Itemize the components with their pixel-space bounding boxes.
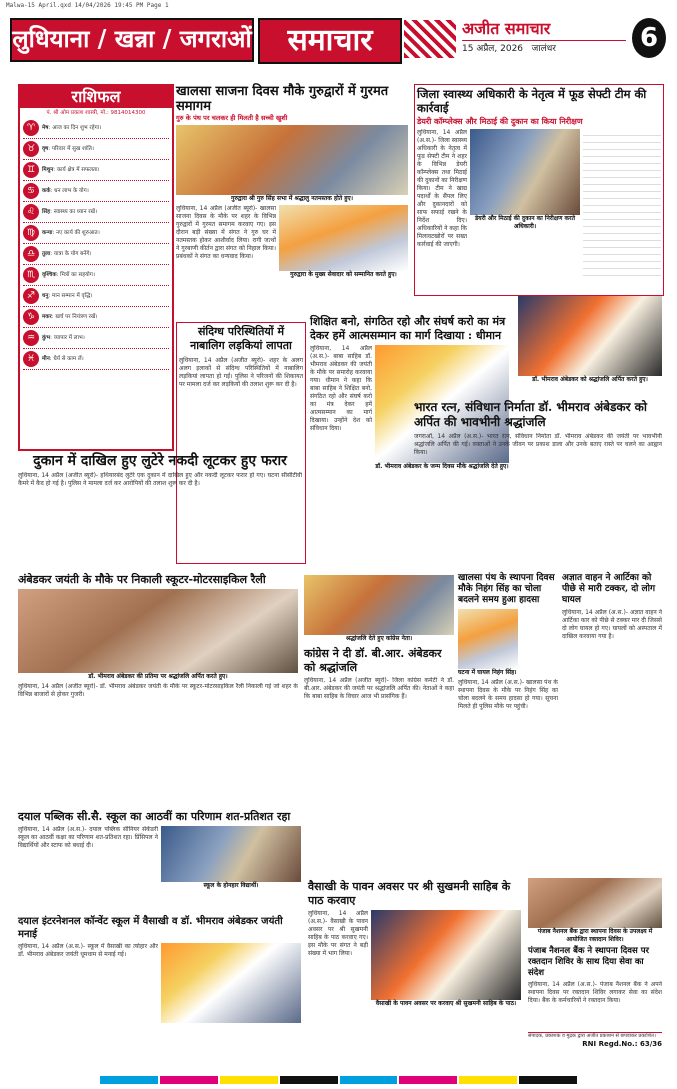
horoscope-sign-text: परिवार में सुख शांति। [51,145,94,152]
khalsa-panth-article [458,573,558,873]
tribute-caption: डॉ. भीमराव अंबेडकर को श्रद्धांजलि अर्पित करते हुए। [518,376,662,384]
horoscope-sign-name: मेष [42,124,49,131]
loot-body: लुधियाना, 14 अप्रैल (अजीत ब्यूरो)- हथियारबंद लुटेरे एक दुकान में दाखिल हुए और नकदी लूटकर फरार हो गए। घटना सीसीटीवी कैमरे में कैद हो गई है। पुलिस ने मामला दर्ज कर आरोपियों की तलाश शुरू कर दी है। [18,472,302,487]
horoscope-sign-text: स्वास्थ्य का ध्यान रखें। [53,208,98,215]
tribute-body: जगराओं, 14 अप्रैल (अ.स.)- भारत रत्न, संविधान निर्माता डॉ. भीमराव अंबेडकर की जयंती पर भावभीनी श्रद्धांजलि अर्पित की गई। वक्ताओं ने उनके जीवन पर प्रकाश डाला और उनके बताए रास्ते पर चलने का आह्वान किया। [414,433,662,456]
food-caption: डेयरी और मिठाई की दुकान का निरीक्षण करते अधिकारी। [470,215,580,231]
horoscope-text-1: वृष: परिवार में सुख शांति। [42,145,94,152]
libra-icon: ♎ [23,246,39,262]
zodiac-list [20,118,172,370]
food-headline: जिला स्वास्थ्य अधिकारी के नेतृत्व में फूड सेफ्टी टीम की कार्रवाई [417,87,647,115]
leo-icon: ♌ [23,204,39,220]
dhiman-caption: डॉ. भीमराव अंबेडकर के जन्म दिवस मौके श्रद्धांजलि देते हुए। [375,463,509,470]
khalsa-body: लुधियाना, 14 अप्रैल (अजीत ब्यूरो)- खालसा साजना दिवस के मौके पर शहर के विभिन्न गुरुद्वारों में गुरमत समागम करवाए गए। इस दौरान बड़ी संख्या में संगत ने गुरु घर में नतमस्तक होकर आशीर्वाद लिया। रागी जत्थों ने गुरबाणी कीर्तन द्वारा संगत को निहाल किया। प्रबंधकों ने संगत का धन्यवाद किया। [176,205,276,260]
rally-photo [18,589,298,673]
masthead-center-title: समाचार [258,18,402,64]
horoscope-text-9: मकर: खर्च पर नियंत्रण रखें। [42,313,98,320]
congress-headline: कांग्रेस ने दी डॉ. बी.आर. अंबेडकर को श्रद्धांजलि [304,647,442,674]
horoscope-sign-name: कर्क [42,187,51,194]
girls-headline: संदिग्ध परिस्थितियों में नाबालिग लड़कियां लापता [190,325,292,352]
dayal-photo [161,826,301,882]
dhiman-headline: शिक्षित बनो, संगठित रहो और संघर्ष करो का मंत्र देकर हमें आत्मसम्मान का मार्ग दिखाया : धीमान [310,315,506,342]
aries-icon: ♈ [23,120,39,136]
scorpio-icon: ♏ [23,267,39,283]
dayal-headline: दयाल पब्लिक सी.सै. स्कूल का आठवीं का परिणाम शत-प्रतिशत रहा [18,810,291,823]
congress-photo [304,575,454,635]
issue-city: जालंधर [531,44,556,54]
sukhmani-article [308,880,524,1065]
horoscope-sign-name: मकर [42,313,52,320]
capricorn-icon: ♑ [23,309,39,325]
horoscope-box [18,84,174,451]
rally-headline: अंबेडकर जयंती के मौके पर निकाली स्कूटर-मोटरसाइकिल रैली [18,573,266,586]
tribute-article [518,296,662,391]
food-subhead: डेयरी कॉम्प्लेक्स और मिठाई की दुकान का किया निरीक्षण [417,117,583,126]
khalsa-caption: गुरुद्वारा श्री गुरु सिंह सभा में श्रद्धालु नतमस्तक होते हुए। [176,195,408,203]
brand-name: अजीत समाचार [462,19,551,38]
horoscope-title: राशिफल [20,86,172,108]
dayal-article [18,810,303,910]
dhiman-body: लुधियाना, 14 अप्रैल (अ.स.)- बाबा साहिब डॉ. भीमराव अंबेडकर की जयंती के मौके पर समारोह करवाया गया। धीमान ने कहा कि बाबा साहिब ने शिक्षित बनो, संगठित रहो और संघर्ष करो का मंत्र देकर हमें आत्मसम्मान का मार्ग दिखाया। उन्होंने देश को संविधान दिया। [310,345,372,432]
horoscope-text-0: मेष: आज का दिन शुभ रहेगा। [42,124,102,131]
rally-body: लुधियाना, 14 अप्रैल (अजीत ब्यूरो)- डॉ. भीमराव अंबेडकर जयंती के मौके पर स्कूटर-मोटरसाइकिल रैली निकाली गई जो शहर के विभिन्न बाजारों से होकर गुजरी। [18,683,298,698]
horoscope-text-11: मीन: धैर्य से काम लें। [42,355,84,362]
horoscope-text-8: धनु: मान सम्मान में वृद्धि। [42,292,93,299]
convent-body: लुधियाना, 14 अप्रैल (अ.स.)- स्कूल में वैसाखी का त्योहार और डॉ. भीमराव अंबेडकर जयंती धूमधाम से मनाई गई। [18,943,158,958]
khalsa-panth-body: लुधियाना, 14 अप्रैल (अ.स.)- खालसा पंथ के स्थापना दिवस के मौके पर निहंग सिंह का चोला बदलने के समय हादसा हो गया। सूचना मिलते ही पुलिस मौके पर पहुंची। [458,679,558,710]
footer [528,1032,662,1067]
horoscope-text-10: कुंभ: व्यापार में लाभ। [42,334,85,341]
dateline [462,40,626,57]
horoscope-sign-name: मिथुन [42,166,54,173]
horoscope-text-5: कन्या: नए कार्य की शुरुआत। [42,229,100,236]
khalsa-headline: खालसा साजना दिवस मौके गुरुद्वारों में गुरमत समागम [176,84,389,114]
horoscope-sign-text: व्यापार में लाभ। [53,334,85,341]
horoscope-sign-text: नए कार्य की शुरुआत। [56,229,100,236]
horoscope-sign-name: तुला [42,250,51,257]
horoscope-text-4: सिंह: स्वास्थ्य का ध्यान रखें। [42,208,98,215]
congress-caption: श्रद्धांजलि देते हुए कांग्रेस नेता। [304,635,454,643]
sukhmani-body: लुधियाना, 14 अप्रैल (अ.स.)- वैसाखी के पावन अवसर पर श्री सुखमनी साहिब के पाठ करवाए गए। इस मौके पर संगत ने बड़ी संख्या में भाग लिया। [308,910,368,957]
footer-imprint: संपादक, प्रकाशक व मुद्रक द्वारा अजीत प्रकाशन से छपवाकर प्रकाशित। [528,1033,656,1039]
taurus-icon: ♉ [23,141,39,157]
horoscope-sign-text: यात्रा के योग बनेंगे। [53,250,92,257]
congress-article [304,575,454,805]
khalsa-subhead: गुरु के पंथ पर चलकर ही मिलती है सच्ची खुशी [176,114,288,122]
convent-photo [161,943,301,1023]
horoscope-text-6: तुला: यात्रा के योग बनेंगे। [42,250,92,257]
horoscope-sign-name: वृश्चिक [42,271,57,278]
horoscope-sign-name: कन्या [42,229,53,236]
cancer-icon: ♋ [23,183,39,199]
horoscope-sign-text: मित्रों का सहयोग। [60,271,95,278]
horoscope-row-7 [23,265,169,286]
issue-date: 15 अप्रैल, 2026 [462,44,524,54]
horoscope-row-8 [23,286,169,307]
horoscope-row-9 [23,307,169,328]
accident-article [562,573,662,873]
convent-headline: दयाल इंटरनेशनल कॉन्वेंट स्कूल में वैसाखी व डॉ. भीमराव अंबेडकर जयंती मनाई [18,916,283,940]
tribute-headline: भारत रत्न, संविधान निर्माता डॉ. भीमराव अंबेडकर को अर्पित की भावभीनी श्रद्धांजलि [414,400,648,429]
dayal-caption: स्कूल के होनहार विद्यार्थी। [161,882,301,890]
horoscope-sign-name: सिंह [42,208,51,215]
horoscope-row-1 [23,139,169,160]
pnb-headline: पंजाब नैशनल बैंक ने स्थापना दिवस पर रक्तदान शिविर के साथ दिया सेवा का संदेश [528,946,650,978]
horoscope-sign-text: धैर्य से काम लें। [53,355,84,362]
pnb-photo [528,878,662,928]
loot-article [18,452,302,572]
rally-caption: डॉ. भीमराव अंबेडकर की प्रतिमा पर श्रद्धांजलि अर्पित करते हुए। [18,673,298,681]
horoscope-sign-name: वृष [42,145,49,152]
gemini-icon: ♊ [23,162,39,178]
horoscope-sign-text: कार्य क्षेत्र में सफलता। [56,166,100,173]
khalsa-photo-2 [279,205,408,271]
food-body-cont [583,129,661,279]
virgo-icon: ♍ [23,225,39,241]
khalsa-photo [176,125,408,195]
horoscope-row-10 [23,328,169,349]
rally-article [18,573,298,803]
food-photo [470,129,580,215]
dayal-body: लुधियाना, 14 अप्रैल (अ.स.)- दयाल पब्लिक सीनियर सेकेंडरी स्कूल का आठवीं कक्षा का परिणाम शत-प्रतिशत रहा। प्रिंसिपल ने विद्यार्थियों और स्टाफ को बधाई दी। [18,826,158,849]
horoscope-sign-text: खर्च पर नियंत्रण रखें। [55,313,98,320]
horoscope-row-2 [23,160,169,181]
sukhmani-photo [371,910,521,1000]
food-safety-article [414,84,664,296]
masthead [10,18,666,62]
tribute-photo [518,296,662,376]
sagittarius-icon: ♐ [23,288,39,304]
sukhmani-caption: वैसाखी के पावन अवसर पर करवाए श्री सुखमनी साहिब के पाठ। [371,1000,521,1008]
pnb-article [528,878,662,1028]
print-registration-bar [100,1076,577,1084]
horoscope-sign-name: कुंभ [42,334,51,341]
horoscope-text-3: कर्क: धन लाभ के योग। [42,187,89,194]
khalsa-panth-photo [458,609,518,669]
accident-headline: अज्ञात वाहन ने आर्टिका को पीछे से मारी टक्कर, दो लोग घायल [562,573,656,605]
horoscope-sign-text: आज का दिन शुभ रहेगा। [52,124,102,131]
khalsa-caption-2: गुरुद्वारा के मुख्य सेवादार को सम्मानित करते हुए। [279,271,408,279]
pnb-body: लुधियाना, 14 अप्रैल (अ.स.)- पंजाब नैशनल बैंक ने अपने स्थापना दिवस पर रक्तदान शिविर लगाकर सेवा का संदेश दिया। बैंक के कर्मचारियों ने रक्तदान किया। [528,981,662,1004]
pisces-icon: ♓ [23,351,39,367]
girls-body: लुधियाना, 14 अप्रैल (अजीत ब्यूरो)- शहर के अलग अलग इलाकों से संदिग्ध परिस्थितियों में नाबालिग लड़कियां लापता हो गईं। पुलिस ने परिजनों की शिकायत पर मामला दर्ज कर लड़कियों की तलाश शुरू कर दी है। [179,357,303,388]
horoscope-sign-name: मीन [42,355,50,362]
print-slug: Malwa-15 April.qxd 14/04/2026 19:45 PM Page 1 [6,2,169,9]
accident-body: लुधियाना, 14 अप्रैल (अ.स.)- अज्ञात वाहन ने आर्टिका कार को पीछे से टक्कर मार दी जिससे दो लोग घायल हो गए। घायलों को अस्पताल में दाखिल करवाया गया है। [562,609,662,640]
horoscope-row-6 [23,244,169,265]
masthead-decoration [404,20,456,58]
horoscope-sign-name: धनु [42,292,49,299]
pnb-caption: पंजाब नैशनल बैंक द्वारा स्थापना दिवस के उपलक्ष्य में आयोजित रक्तदान शिविर। [528,928,662,944]
horoscope-sign-text: धन लाभ के योग। [54,187,89,194]
horoscope-row-3 [23,181,169,202]
horoscope-row-4 [23,202,169,223]
horoscope-sign-text: मान सम्मान में वृद्धि। [52,292,93,299]
convent-article [18,915,303,1063]
tribute-text-block [414,400,662,550]
khalsa-panth-caption: घटना में घायल निहंग सिंह। [458,669,558,677]
horoscope-row-11 [23,349,169,370]
masthead-section-title: लुधियाना / खन्ना / जगराओं [10,18,254,62]
khalsa-panth-headline: खालसा पंथ के स्थापना दिवस मौके निहंग सिंह का चोला बदलने समय हुआ हादसा [458,573,555,605]
aquarius-icon: ♒ [23,330,39,346]
horoscope-row-0 [23,118,169,139]
congress-body: लुधियाना, 14 अप्रैल (अजीत ब्यूरो)- जिला कांग्रेस कमेटी ने डॉ. बी.आर. अंबेडकर की जयंती पर श्रद्धांजलि अर्पित की। नेताओं ने कहा कि बाबा साहिब के विचार आज भी प्रासंगिक हैं। [304,677,454,700]
horoscope-byline: पं. श्री ओम प्रकाश शास्त्री, मो.: 9814014300 [46,110,146,116]
horoscope-text-7: वृश्चिक: मित्रों का सहयोग। [42,271,95,278]
khalsa-article [176,84,408,319]
sukhmani-headline: वैसाखी के पावन अवसर पर श्री सुखमनी साहिब के पाठ करवाए [308,880,511,907]
masthead-brand-block [462,18,626,60]
food-body: लुधियाना, 14 अप्रैल (अ.स.)- जिला स्वास्थ्य अधिकारी के नेतृत्व में फूड सेफ्टी टीम ने शहर के विभिन्न डेयरी कॉम्प्लेक्स तथा मिठाई की दुकानों का निरीक्षण किया। टीम ने खाद्य पदार्थों के सैंपल लिए और दुकानदारों को साफ सफाई रखने के निर्देश दिए। अधिकारियों ने कहा कि मिलावटखोरों पर सख्त कार्रवाई की जाएगी। [417,129,467,248]
footer-reg: RNI Regd.No.: 63/36 [582,1040,662,1048]
loot-headline: दुकान में दाखिल हुए लुटेरे नकदी लूटकर हुए फरार [33,453,287,469]
page-number: 6 [632,18,666,58]
horoscope-row-5 [23,223,169,244]
horoscope-text-2: मिथुन: कार्य क्षेत्र में सफलता। [42,166,100,173]
